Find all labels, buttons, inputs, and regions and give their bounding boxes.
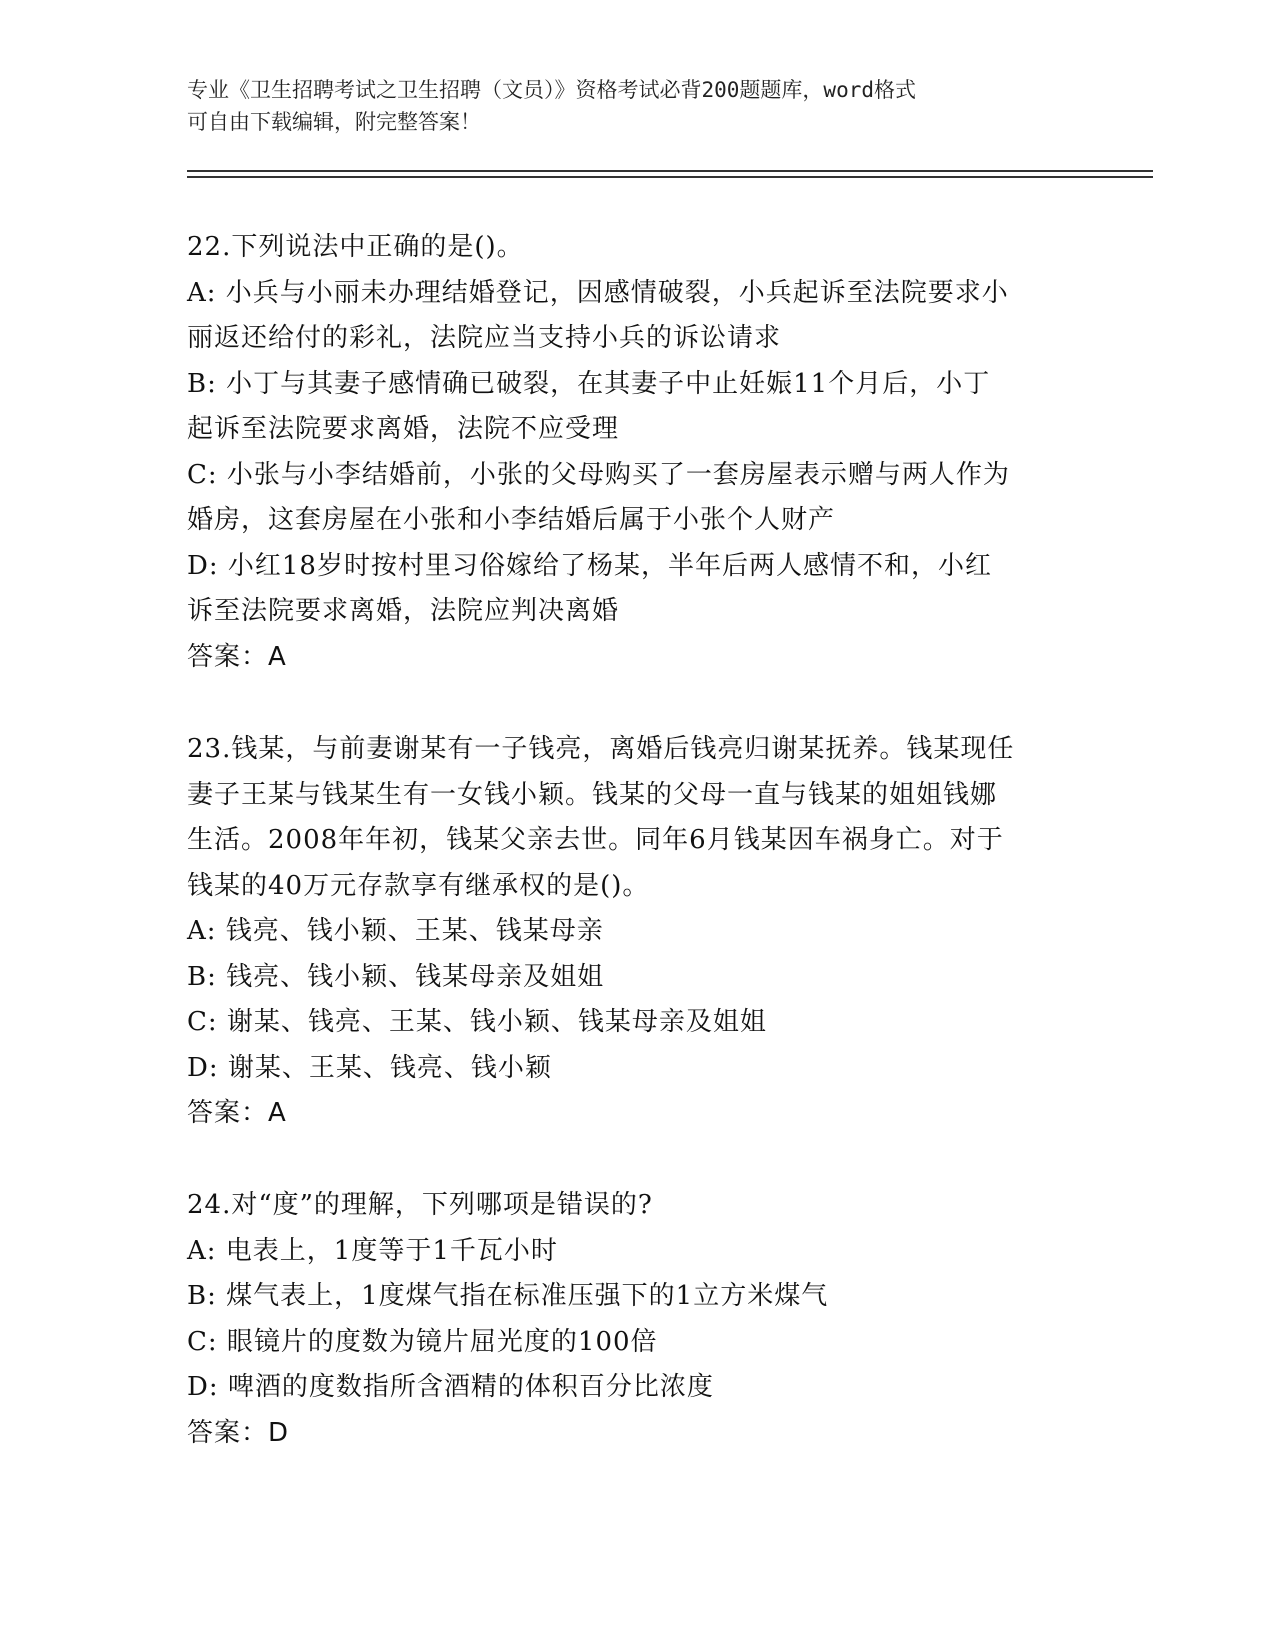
option-a-cont: 丽返还给付的彩礼，法院应当支持小兵的诉讼请求 <box>187 323 782 353</box>
question-stem-cont: 生活。2008年年初，钱某父亲去世。同年6月钱某因车祸身亡。对于 <box>187 825 1004 855</box>
option-b: B: 钱亮、钱小颖、钱某母亲及姐姐 <box>187 961 605 992</box>
header-divider-top <box>187 170 1153 172</box>
question-stem-cont: 钱某的40万元存款享有继承权的是()。 <box>187 870 650 901</box>
option-d-cont: 诉至法院要求离婚，法院应判决离婚 <box>187 596 620 626</box>
option-d: D: 啤酒的度数指所含酒精的体积百分比浓度 <box>187 1372 714 1402</box>
option-b: B: 小丁与其妻子感情确已破裂，在其妻子中止妊娠11个月后，小丁 <box>187 368 991 399</box>
header-divider-bottom <box>187 176 1153 178</box>
answer: 答案：A <box>187 1098 287 1128</box>
option-a: A: 电表上，1度等于1千瓦小时 <box>187 1235 558 1266</box>
question-stem-cont: 妻子王某与钱某生有一女钱小颖。钱某的父母一直与钱某的姐姐钱娜 <box>187 779 998 810</box>
header-line-2: 可自由下载编辑，附完整答案！ <box>187 110 481 134</box>
option-a: A: 钱亮、钱小颖、王某、钱某母亲 <box>187 916 604 946</box>
option-c: C: 小张与小李结婚前，小张的父母购买了一套房屋表示赠与两人作为 <box>187 459 1010 490</box>
option-d: D: 小红18岁时按村里习俗嫁给了杨某，半年后两人感情不和，小红 <box>187 550 992 581</box>
question-stem: 23.钱某，与前妻谢某有一子钱亮，离婚后钱亮归谢某抚养。钱某现任 <box>187 734 1015 764</box>
header-line-1: 专业《卫生招聘考试之卫生招聘（文员）》资格考试必背200题题库，word格式 <box>187 78 916 102</box>
option-b-cont: 起诉至法院要求离婚，法院不应受理 <box>187 414 620 444</box>
question-22 <box>187 225 1087 680</box>
answer: 答案：D <box>187 1417 290 1448</box>
option-c: C: 谢某、钱亮、王某、钱小颖、钱某母亲及姐姐 <box>187 1007 767 1037</box>
question-24 <box>187 1183 1087 1456</box>
option-c-cont: 婚房，这套房屋在小张和小李结婚后属于小张个人财产 <box>187 505 836 535</box>
option-a: A: 小兵与小丽未办理结婚登记，因感情破裂，小兵起诉至法院要求小 <box>187 277 1009 308</box>
answer: 答案：A <box>187 641 287 672</box>
question-23 <box>187 727 1087 1137</box>
document-header <box>187 74 1067 138</box>
question-stem: 24.对“度”的理解，下列哪项是错误的? <box>187 1190 653 1220</box>
option-d: D: 谢某、王某、钱亮、钱小颖 <box>187 1052 552 1083</box>
question-stem: 22.下列说法中正确的是()。 <box>187 232 524 262</box>
option-c: C: 眼镜片的度数为镜片屈光度的100倍 <box>187 1326 658 1357</box>
option-b: B: 煤气表上，1度煤气指在标准压强下的1立方米煤气 <box>187 1281 829 1311</box>
